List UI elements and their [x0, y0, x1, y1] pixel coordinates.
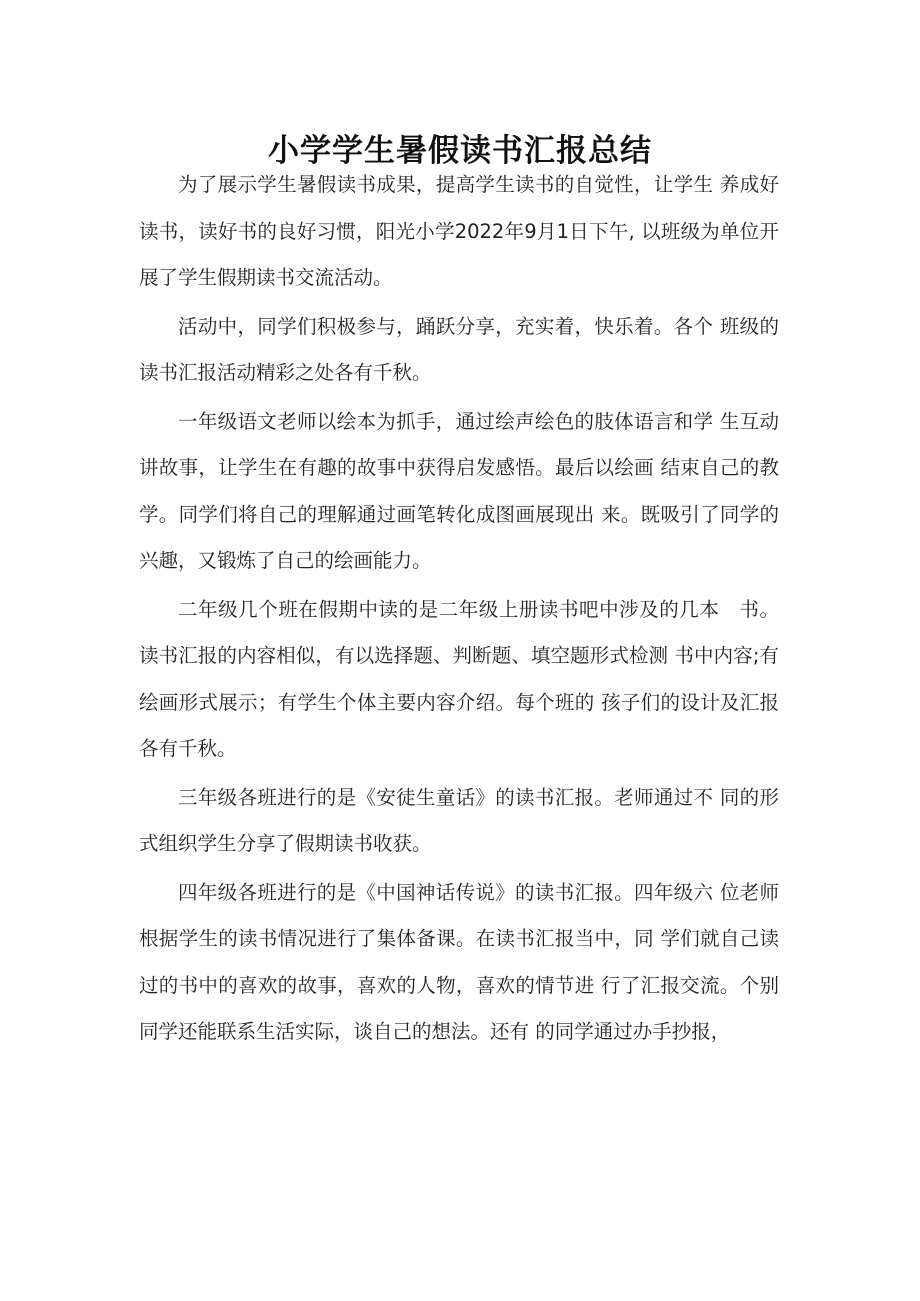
paragraph-activity: 活动中，同学们积极参与，踊跃分享，充实着，快乐着。各个 班级的读书汇报活动精彩之处各有千秋。: [139, 314, 779, 384]
paragraph-grade-four: 四年级各班进行的是《中国神话传说》的读书汇报。四年级六 位老师根据学生的读书情况进行了集体备课。在读书汇报当中，同 学们就自己读过的书中的喜欢的故事，喜欢的人物，喜欢的情节进 行了汇报交流。个别同学还能联系生活实际，谈自己的想法。还有 的同学通过办手抄报，: [139, 880, 779, 1043]
document-body: [139, 162, 779, 1056]
paragraph-grade-one: 一年级语文老师以绘本为抓手，通过绘声绘色的肢体语言和学 生互动讲故事，让学生在有趣的故事中获得启发感悟。最后以绘画 结束自己的教学。同学们将自己的理解通过画笔转化成图画展现出 来。既吸引了同学的兴趣，又锻炼了自己的绘画能力。: [139, 409, 779, 572]
paragraph-intro: 为了展示学生暑假读书成果，提高学生读书的自觉性，让学生 养成好读书，读好书的良好习惯，阳光小学2022年9月1日下午, 以班级为单位开展了学生假期读书交流活动。: [139, 173, 779, 289]
document-title: 小学学生暑假读书汇报总结: [268, 132, 652, 169]
paragraph-grade-two: 二年级几个班在假期中读的是二年级上册读书吧中涉及的几本 书。读书汇报的内容相似，有以选择题、判断题、填空题形式检测 书中内容;有绘画形式展示；有学生个体主要内容介绍。每个班的 孩子们的设计及汇报各有千秋。: [139, 597, 779, 760]
paragraph-grade-three: 三年级各班进行的是《安徒生童话》的读书汇报。老师通过不 同的形式组织学生分享了假期读书收获。: [139, 785, 779, 855]
